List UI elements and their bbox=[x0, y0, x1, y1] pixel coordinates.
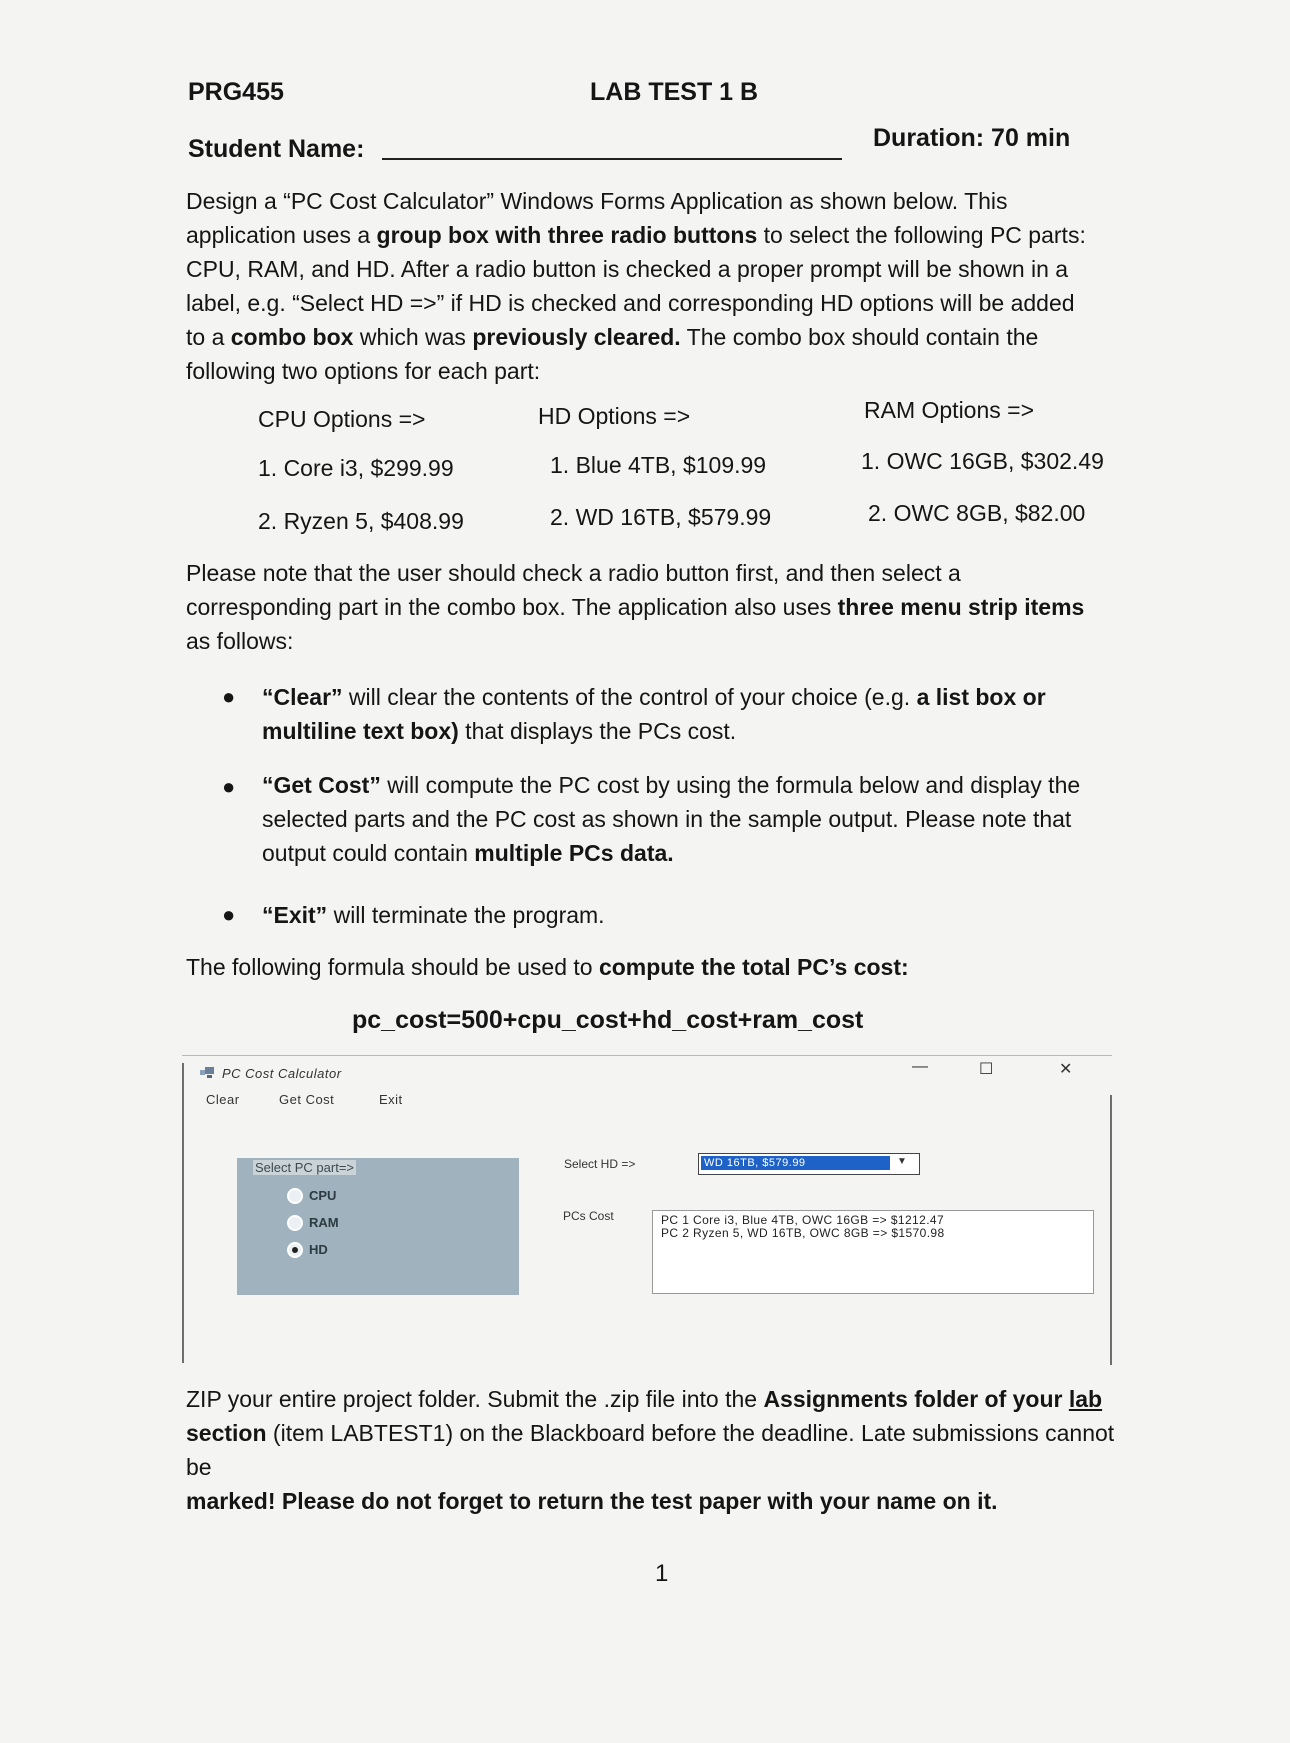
radio-hd[interactable] bbox=[287, 1242, 303, 1258]
formula-intro: The following formula should be used to compute the total PC’s cost: bbox=[186, 954, 909, 980]
pcs-cost-label: PCs Cost bbox=[563, 1209, 614, 1223]
bullet-exit: “Exit” will terminate the program. bbox=[262, 902, 605, 928]
combobox-selected-value: WD 16TB, $579.99 bbox=[701, 1156, 890, 1170]
intro-line: application uses a group box with three radio buttons to select the following PC parts: bbox=[186, 222, 1086, 248]
intro-line: following two options for each part: bbox=[186, 358, 541, 384]
duration: Duration: 70 min bbox=[873, 124, 1071, 152]
app-icon bbox=[200, 1066, 215, 1080]
hd-option-1: 1. Blue 4TB, $109.99 bbox=[550, 452, 767, 478]
note-line: as follows: bbox=[186, 628, 294, 654]
window-border bbox=[1110, 1095, 1112, 1365]
ram-option-2: 2. OWC 8GB, $82.00 bbox=[868, 500, 1086, 526]
bullet-dot: ● bbox=[222, 902, 236, 927]
ram-option-1: 1. OWC 16GB, $302.49 bbox=[861, 448, 1104, 474]
intro-line: CPU, RAM, and HD. After a radio button is checked a proper prompt will be shown in a bbox=[186, 256, 1069, 282]
maximize-button[interactable]: ☐ bbox=[979, 1061, 994, 1078]
radio-cpu[interactable] bbox=[287, 1188, 303, 1204]
bullet-dot: ● bbox=[222, 684, 236, 709]
select-prompt-label: Select HD => bbox=[564, 1157, 636, 1171]
window-border bbox=[182, 1055, 1112, 1056]
pcs-cost-listbox[interactable] bbox=[652, 1210, 1094, 1294]
form-screenshot bbox=[182, 1055, 1112, 1370]
intro-line: label, e.g. “Select HD =>” if HD is checked and corresponding HD options will be added bbox=[186, 290, 1075, 316]
formula-expression: pc_cost=500+cpu_cost+hd_cost+ram_cost bbox=[352, 1006, 864, 1034]
note-line: Please note that the user should check a radio button first, and then select a bbox=[186, 560, 961, 586]
groupbox-label: Select PC part=> bbox=[255, 1160, 354, 1175]
list-item[interactable]: PC 1 Core i3, Blue 4TB, OWC 16GB => $1212.47 bbox=[661, 1213, 945, 1227]
menu-clear[interactable]: Clear bbox=[206, 1092, 240, 1107]
chevron-down-icon[interactable]: ▼ bbox=[897, 1156, 907, 1167]
cpu-option-2: 2. Ryzen 5, $408.99 bbox=[258, 508, 464, 534]
list-item[interactable]: PC 2 Ryzen 5, WD 16TB, OWC 8GB => $1570.98 bbox=[661, 1226, 945, 1240]
note-line: corresponding part in the combo box. The application also uses three menu strip items bbox=[186, 594, 1085, 620]
student-name-label: Student Name: bbox=[188, 135, 365, 163]
intro-paragraph bbox=[186, 184, 1116, 388]
cpu-option-1: 1. Core i3, $299.99 bbox=[258, 455, 454, 481]
bullet-dot: ● bbox=[222, 774, 236, 799]
radio-ram[interactable] bbox=[287, 1215, 303, 1231]
page-number: 1 bbox=[655, 1560, 669, 1587]
minimize-button[interactable]: — bbox=[912, 1058, 928, 1075]
radio-cpu-label: CPU bbox=[309, 1188, 337, 1203]
close-button[interactable]: ✕ bbox=[1059, 1061, 1073, 1078]
hd-options-header: HD Options => bbox=[538, 403, 691, 429]
course-code: PRG455 bbox=[188, 78, 284, 106]
intro-line: to a combo box which was previously cleared. The combo box should contain the bbox=[186, 324, 1039, 350]
menu-exit[interactable]: Exit bbox=[379, 1092, 403, 1107]
window-title: PC Cost Calculator bbox=[222, 1066, 342, 1081]
student-name-line bbox=[382, 158, 842, 160]
radio-hd-label: HD bbox=[309, 1242, 328, 1257]
radio-selected-dot bbox=[292, 1247, 298, 1253]
menu-get-cost[interactable]: Get Cost bbox=[279, 1092, 335, 1107]
intro-line: Design a “PC Cost Calculator” Windows Forms Application as shown below. This bbox=[186, 188, 1008, 214]
radio-ram-label: RAM bbox=[309, 1215, 339, 1230]
window-border bbox=[182, 1063, 184, 1363]
cpu-options-header: CPU Options => bbox=[258, 406, 426, 432]
bullet-get-cost: “Get Cost” will compute the PC cost by using the formula below and display the selected parts and the PC cost as shown in the sample output. Please note that output could contain multiple PCs data. bbox=[262, 772, 1081, 866]
hd-option-2: 2. WD 16TB, $579.99 bbox=[550, 504, 772, 530]
ram-options-header: RAM Options => bbox=[864, 397, 1035, 423]
bullet-clear: “Clear” will clear the contents of the control of your choice (e.g. a list box or multiline text box) that displays the PCs cost. bbox=[262, 684, 1046, 744]
pc-part-groupbox bbox=[237, 1158, 519, 1295]
submission-instructions: ZIP your entire project folder. Submit the .zip file into the Assignments folder of your lab section (item LABTEST1) on the Blackboard before the deadline. Late submissions cannot be marked! Please do not forget to return the test paper with your name on it. bbox=[186, 1386, 1115, 1514]
part-combobox[interactable] bbox=[698, 1153, 920, 1175]
test-title: LAB TEST 1 B bbox=[590, 78, 759, 106]
note-paragraph bbox=[186, 556, 1116, 658]
